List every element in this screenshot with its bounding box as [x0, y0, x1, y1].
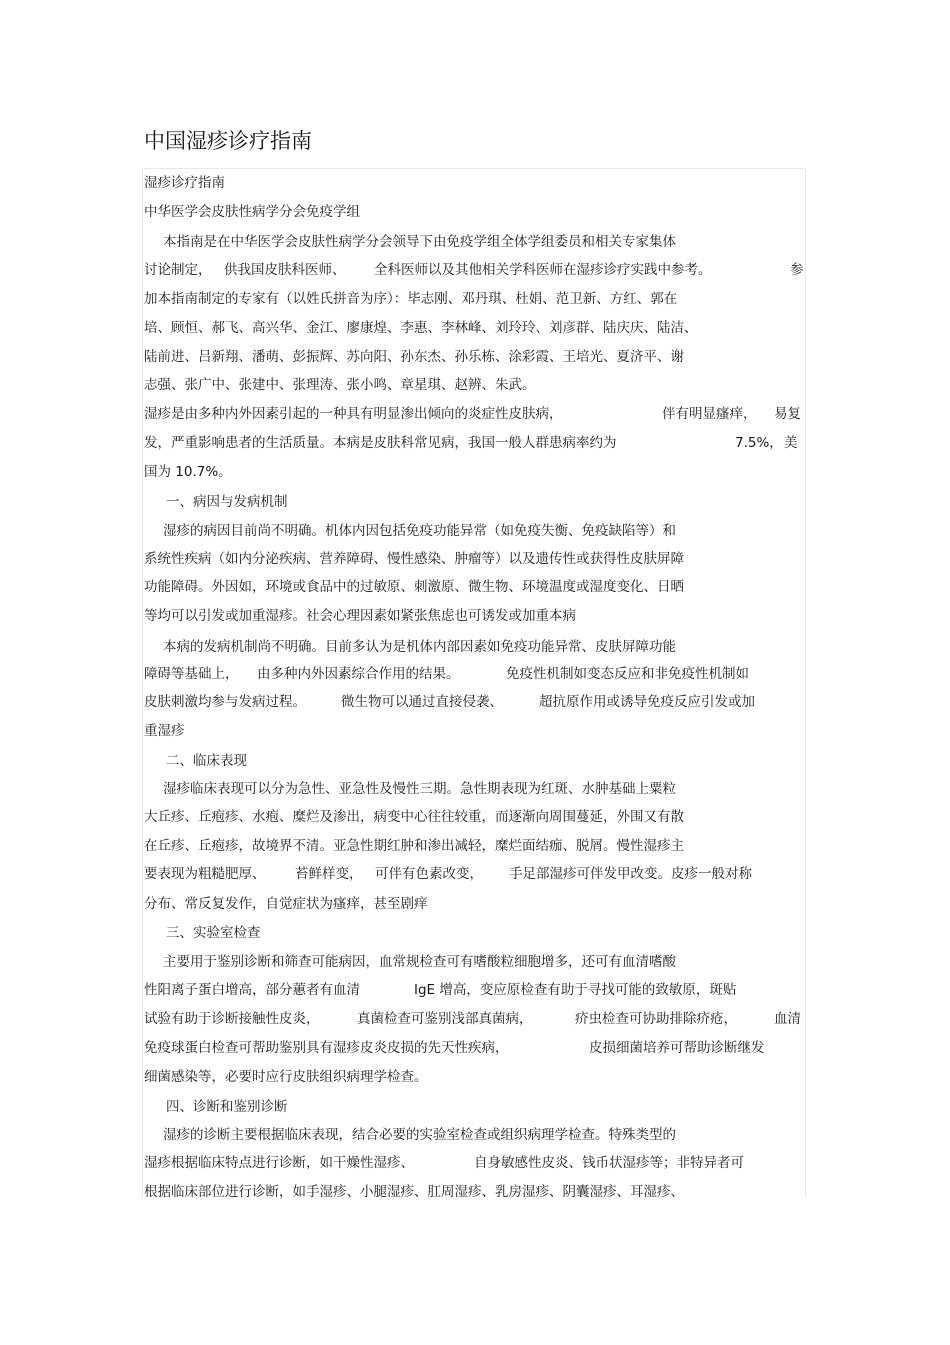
text-line: 易复	[774, 406, 801, 422]
organization-line: 中华医学会皮肤性病学分会免疫学组	[144, 204, 360, 220]
text-line: 加本指南制定的专家有（以姓氏拼音为序）：毕志刚、邓丹琪、杜娟、范卫新、方红、郭在	[144, 291, 678, 307]
text-line: 等均可以引发或加重湿疹。社会心理因素如紧张焦虑也可诱发或加重本病	[144, 608, 576, 624]
text-line: 美	[784, 435, 798, 451]
text-line: 培、顾恒、郝飞、高兴华、金江、廖康煌、李惠、李林峰、刘玲玲、刘彦群、陆庆庆、陆洁、	[144, 320, 698, 336]
text-line: 由多种内外因素综合作用的结果。	[257, 666, 460, 682]
text-line: 系统性疾病（如内分泌疾病、营养障碍、慢性感染、肿瘤等）以及遗传性或获得性皮肤屏障	[144, 551, 684, 567]
text-line: 障碍等基础上，	[144, 666, 239, 682]
text-line: 本指南是在中华医学会皮肤性病学分会领导下由免疫学组全体学组委员和相关专家集体	[163, 234, 676, 250]
text-line: 湿疹根据临床特点进行诊断，如干燥性湿疹、	[144, 1155, 414, 1171]
text-line: 志强、张广中、张建中、张理涛、张小鸣、章星琪、赵辨、朱武。	[144, 377, 536, 393]
text-line: 疥虫检查可协助排除疥疮，	[575, 1011, 737, 1027]
text-line: 超抗原作用或诱导免疫反应引发或加	[539, 694, 755, 710]
text-line: 免疫球蛋白检查可帮助鉴别具有湿疹皮炎皮损的先天性疾病，	[144, 1040, 509, 1056]
text-line: IgE 增高，变应原检查有助于寻找可能的致敏原，斑贴	[414, 982, 737, 998]
text-line: 供我国皮肤科医师、	[224, 262, 346, 278]
text-line: 皮损细菌培养可帮助诊断继发	[589, 1040, 765, 1056]
text-line: 湿疹临床表现可以分为急性、亚急性及慢性三期。急性期表现为红斑、水肿基础上粟粒	[163, 781, 676, 797]
text-line: 血清	[774, 1011, 801, 1027]
text-line: 性阳离子蛋白增高，部分蕙者有血清	[144, 982, 360, 998]
text-line: 免疫性机制如变态反应和非免疫性机制如	[506, 666, 749, 682]
text-line: 苔鲜样变，	[295, 866, 363, 882]
section-heading: 一、病因与发病机制	[166, 494, 288, 510]
text-line: 讨论制定，	[144, 262, 212, 278]
text-line: 湿疹的诊断主要根据临床表现，结合必要的实验室检查或组织病理学检查。特殊类型的	[163, 1127, 676, 1143]
text-line: 功能障碍。外因如，环境或食品中的过敏原、刺激原、微生物、环境温度或湿度变化、日晒	[144, 579, 684, 595]
text-line: 7.5%，	[735, 435, 783, 451]
text-line: 分布、常反复发作，自觉症状为瘙痒，甚至剧痒	[144, 896, 428, 912]
text-line: 根据临床部位进行诊断，如手湿疹、小腿湿疹、肛周湿疹、乳房湿疹、阴囊湿疹、耳湿疹、	[144, 1184, 684, 1200]
text-line: 湿疹的病因目前尚不明确。机体内因包括免疫功能异常（如免疫失衡、免疫缺陷等）和	[163, 523, 676, 539]
text-line: 湿疹是由多种内外因素引起的一种具有明显渗出倾向的炎症性皮肤病，	[144, 406, 563, 422]
text-line: 参	[790, 262, 804, 278]
section-heading: 四、诊断和鉴别诊断	[166, 1099, 288, 1115]
text-line: 发，严重影响患者的生活质量。本病是皮肤科常见病，我国一般人群患病率约为	[144, 435, 617, 451]
text-line: 重湿疹	[144, 723, 185, 739]
text-line: 主要用于鉴别诊断和筛查可能病因，血常规检查可有嗜酸粒细胞增多，还可有血清嗜酸	[163, 954, 676, 970]
text-line: 伴有明显瘙痒，	[662, 406, 757, 422]
text-line: 自身敏感性皮炎、钱币状湿疹等；非特异者可	[474, 1155, 744, 1171]
text-line: 大丘疹、丘疱疹、水疱、糜烂及渗出，病变中心往往较重，而逐渐向周围蔓延，外围又有散	[144, 809, 684, 825]
subtitle-line: 湿疹诊疗指南	[144, 175, 225, 191]
section-heading: 三、实验室检查	[166, 925, 261, 941]
text-line: 细菌感染等，必要时应行皮肤组织病理学检查。	[144, 1069, 428, 1085]
text-line: 国为 10.7%。	[144, 464, 232, 480]
text-line: 陆前进、吕新翔、潘萌、彭振辉、苏向阳、孙东杰、孙乐栋、涂彩霞、王培光、夏济平、谢	[144, 349, 684, 365]
text-line: 全科医师以及其他相关学科医师在湿疹诊疗实践中参考。	[374, 262, 712, 278]
text-line: 真菌检查可鉴别浅部真菌病，	[357, 1011, 533, 1027]
text-line: 要表现为粗糙肥厚、	[144, 866, 266, 882]
text-line: 微生物可以通过直接侵袭、	[341, 694, 503, 710]
text-line: 本病的发病机制尚不明确。目前多认为是机体内部因素如免疫功能异常、皮肤屏障功能	[163, 639, 676, 655]
text-line: 可伴有色素改变，	[375, 866, 483, 882]
text-line: 皮肤刺激均参与发病过程。	[144, 694, 306, 710]
text-line: 试验有助于诊断接触性皮炎，	[144, 1011, 320, 1027]
text-line: 在丘疹、丘疱疹，故境界不清。亚急性期红肿和渗出减轻，糜烂面结痂、脱屑。慢性湿疹主	[144, 838, 684, 854]
document-title: 中国湿疹诊疗指南	[144, 129, 312, 153]
section-heading: 二、临床表现	[166, 753, 247, 769]
text-line: 手足部湿疹可伴发甲改变。皮疹一般对称	[509, 866, 752, 882]
